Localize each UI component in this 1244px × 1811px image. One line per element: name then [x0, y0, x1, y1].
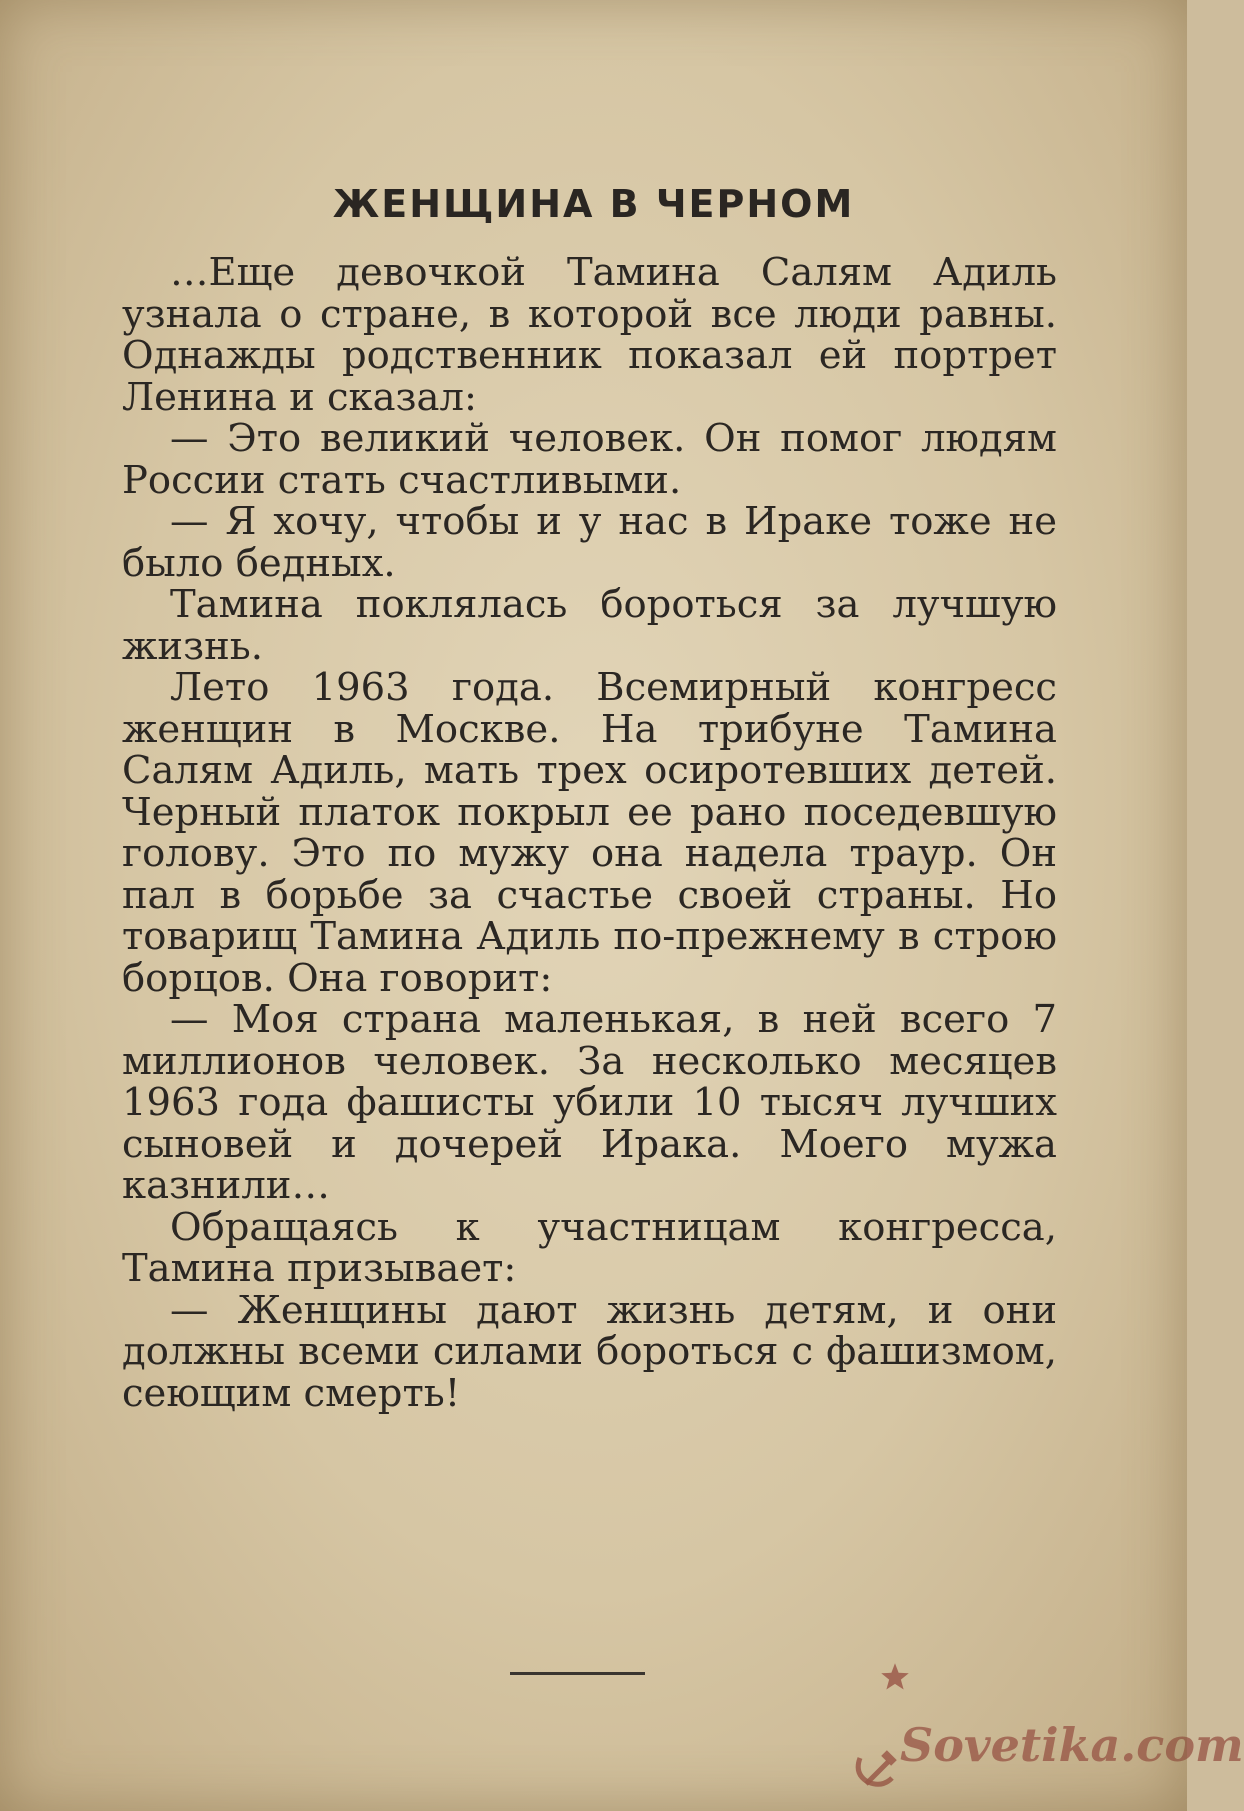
star-icon: [880, 1662, 910, 1692]
paragraph: Обращаясь к участницам конгресса, Тамина призывает:: [122, 1204, 1057, 1291]
paragraph: Лето 1963 года. Всемирный конгресс женщин в Москве. На трибуне Тамина Салям Адиль, мать трех осиротевших детей. Черный платок покрыл ее рано поседевшую голову. Это по мужу она надела траур. Он пал в борьбе за счастье своей страны. Но товарищ Тамина Адиль по-прежнему в строю борцов. Она говорит:: [122, 665, 1057, 1001]
watermark-text: Sovetika.com: [900, 1718, 1244, 1772]
article-body: [122, 252, 1057, 1414]
paragraph: — Женщины дают жизнь детям, и они должны всеми силами бороться с фашизмом, сеющим смерть!: [122, 1287, 1057, 1416]
hammer-sickle-icon: [852, 1750, 900, 1790]
sovetika-watermark: [850, 1668, 1244, 1788]
paragraph: …Еще девочкой Тамина Салям Адиль узнала о стране, в которой все люди равны. Однажды родственник показал ей портрет Ленина и сказал:: [122, 250, 1057, 420]
paragraph: Тамина поклялась бороться за лучшую жизнь.: [122, 582, 1057, 669]
article-title: ЖЕНЩИНА В ЧЕРНОМ: [332, 182, 855, 226]
paragraph: — Моя страна маленькая, в ней всего 7 миллионов человек. За несколько месяцев 1963 года фашисты убили 10 тысяч лучших сыновей и дочерей Ирака. Моего мужа казнили…: [122, 997, 1057, 1208]
paragraph: — Я хочу, чтобы и у нас в Ираке тоже не было бедных.: [122, 499, 1057, 586]
end-rule-divider: [510, 1672, 645, 1675]
paragraph: — Это великий человек. Он помог людям России стать счастливыми.: [122, 416, 1057, 503]
